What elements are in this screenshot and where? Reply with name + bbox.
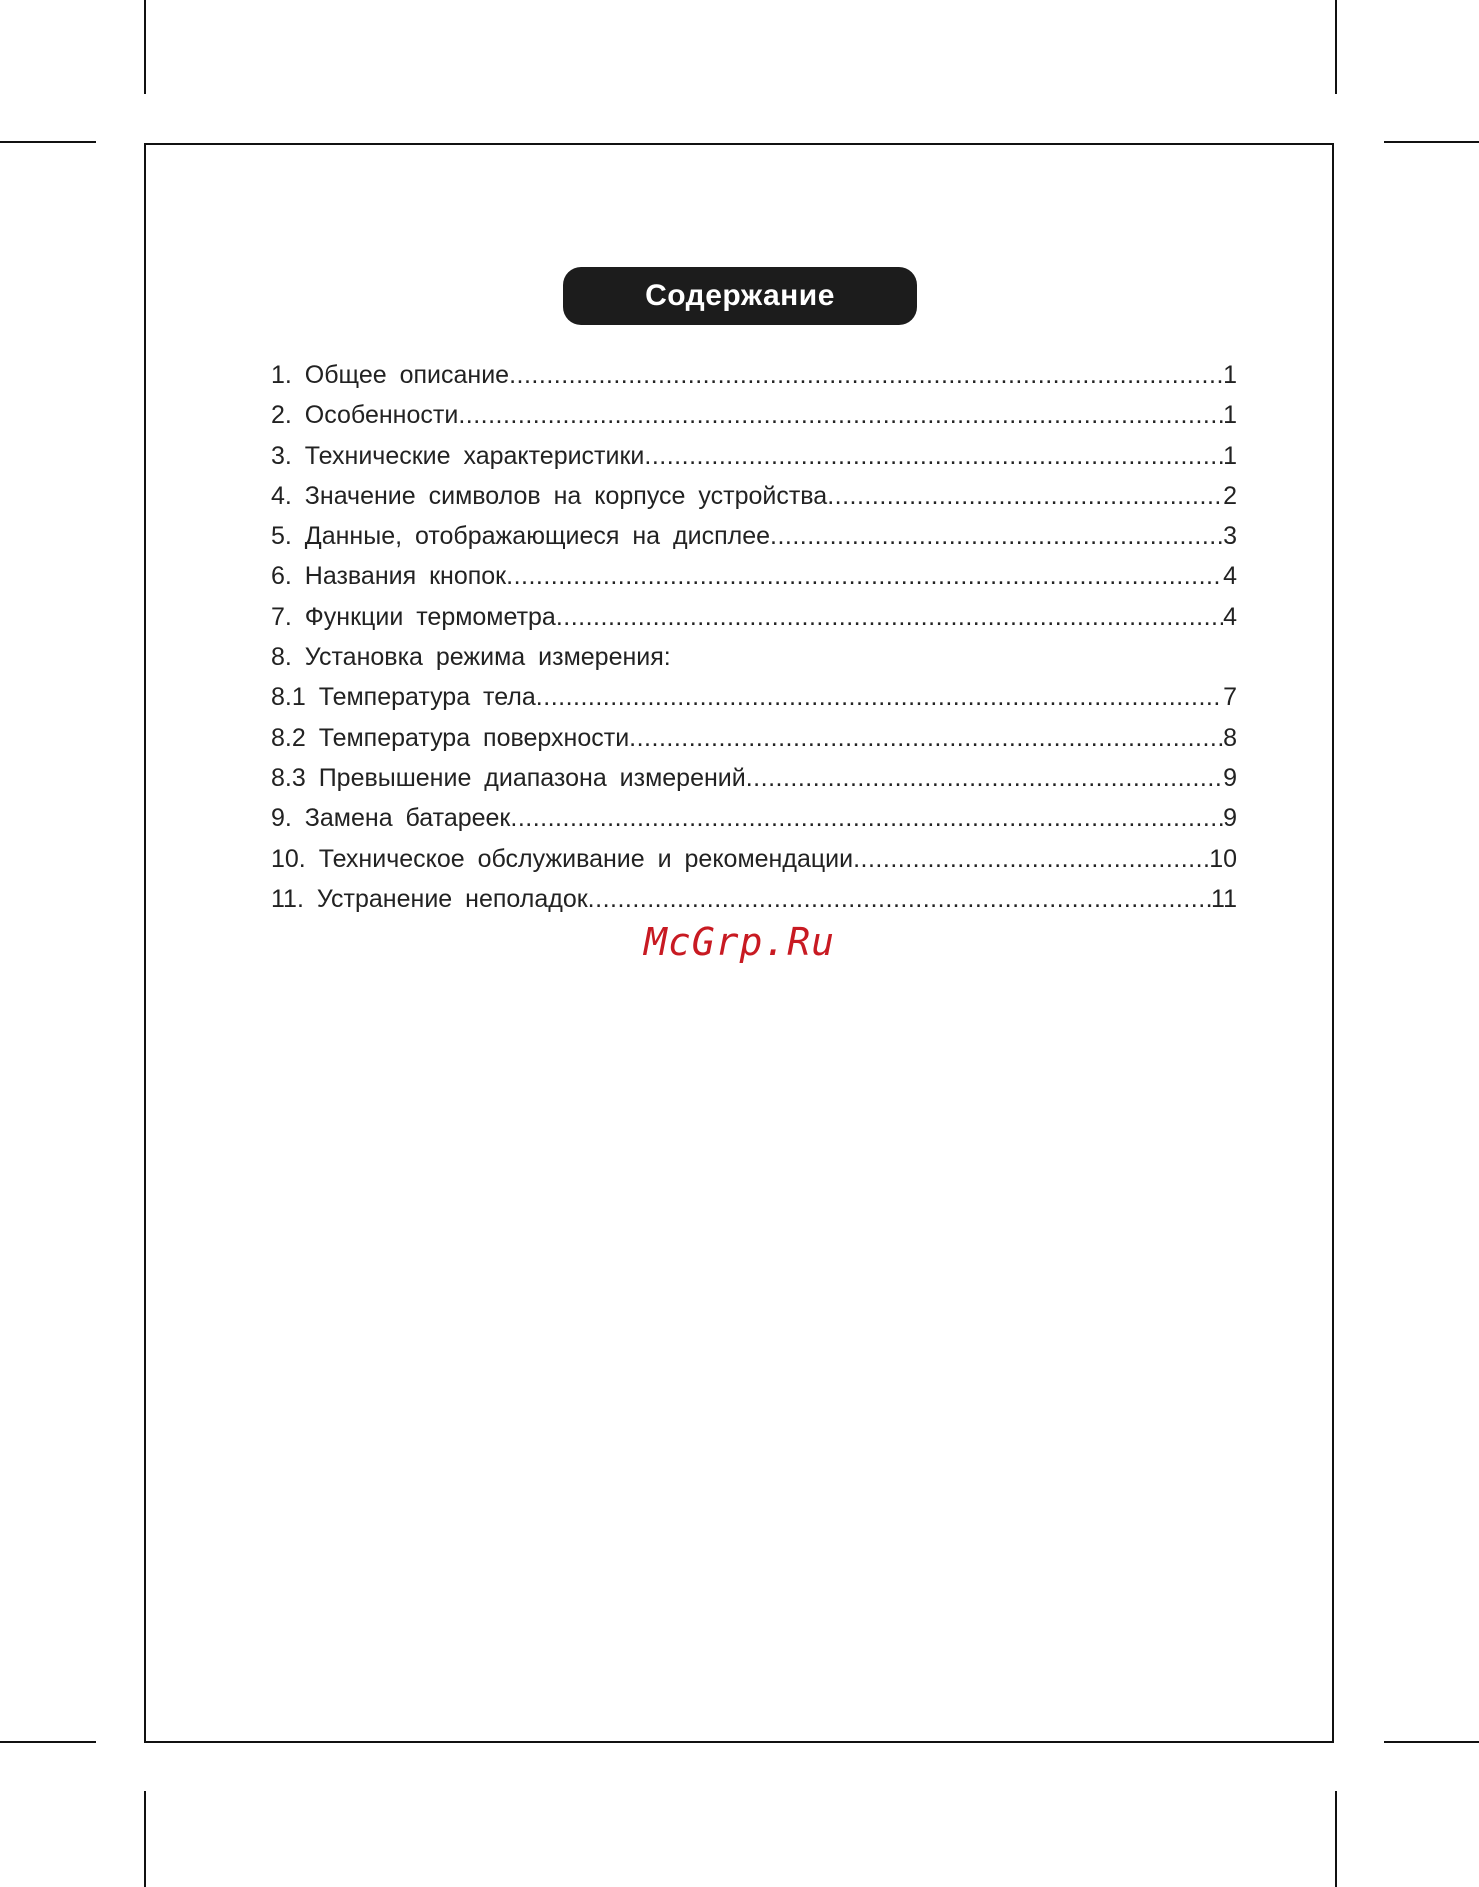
toc-dot-leader [506,556,1223,596]
toc-dot-leader [556,597,1223,637]
toc-entry-label: 9. Замена батареек [271,804,511,833]
toc-entry-label: 1. Общее описание [271,361,510,389]
toc-entry[interactable] [271,395,1237,435]
watermark: McGrp.Ru [643,920,836,964]
toc-entry[interactable] [271,436,1237,476]
toc-entry[interactable] [271,677,1237,717]
toc-entry-label: 5. Данные, отображающиеся на дисплее [271,522,770,551]
crop-mark-bottom-left [144,1791,146,1887]
toc-entry[interactable] [271,556,1237,596]
toc-dot-leader [536,677,1223,717]
toc-entry-label: 6. Названия кнопок [271,562,507,591]
toc-entry-page: 1 [1223,441,1237,470]
toc-entry-page: 7 [1223,683,1237,712]
crop-mark-bottom-right [1335,1791,1337,1887]
toc-entry-page: 9 [1223,763,1237,792]
crop-mark-right-bottom [1384,1741,1479,1743]
toc-entry-page: 3 [1223,522,1237,551]
toc-entry-page: 9 [1223,804,1237,833]
toc-entry-label: 8.1 Температура тела [271,683,536,712]
toc-entry-label: 8.2 Температура поверхности [271,723,630,752]
toc-entry-page: 11 [1211,884,1237,913]
toc-entry[interactable] [271,758,1237,798]
toc-entry-label: 2. Особенности [271,401,459,430]
toc-entry[interactable] [271,718,1237,758]
toc-dot-leader [458,395,1223,435]
toc-dot-leader [509,355,1223,395]
toc-entry[interactable] [271,798,1237,838]
toc-dot-leader [746,758,1223,798]
toc-dot-leader [827,476,1223,516]
toc-dot-leader [644,436,1223,476]
toc-entry[interactable] [271,476,1237,516]
crop-mark-top-left [144,0,146,94]
toc-entry-page: 1 [1223,401,1237,430]
toc-entry-label: 11. Устранение неполадок [271,884,588,913]
toc-entry-label: 4. Значение символов на корпусе устройства [271,481,828,510]
toc-entry[interactable] [271,516,1237,556]
toc-entry-page: 4 [1223,562,1237,591]
toc-dot-leader [853,839,1209,879]
crop-mark-left-top [0,141,96,143]
toc-entry[interactable] [271,839,1237,879]
toc-entry-page: 4 [1223,602,1237,631]
crop-mark-right-top [1384,141,1479,143]
toc-entry-label: 8.3 Превышение диапазона измерений [271,763,746,792]
toc-entry[interactable] [271,597,1237,637]
toc-entry-page: 10 [1209,844,1237,873]
toc-dot-leader [588,879,1211,919]
toc-entry-label: 10. Техническое обслуживание и рекомендации [271,844,854,873]
crop-mark-top-right [1335,0,1337,94]
toc-entry-page: 1 [1223,361,1237,389]
toc-entry[interactable] [271,355,1237,395]
toc-entry-label: 8. Установка режима измерения: [271,643,671,672]
toc-dot-leader [629,718,1223,758]
toc-dot-leader [770,516,1223,556]
toc-section-heading[interactable] [271,637,1237,677]
table-of-contents [271,355,1237,919]
toc-entry-page: 8 [1223,723,1237,752]
crop-mark-left-bottom [0,1741,96,1743]
toc-entry-label: 3. Технические характеристики [271,441,645,470]
page-title: Содержание [563,267,917,325]
toc-entry-label: 7. Функции термометра [271,602,556,631]
toc-entry[interactable] [271,879,1237,919]
toc-dot-leader [510,798,1223,838]
toc-entry-page: 2 [1223,481,1237,510]
